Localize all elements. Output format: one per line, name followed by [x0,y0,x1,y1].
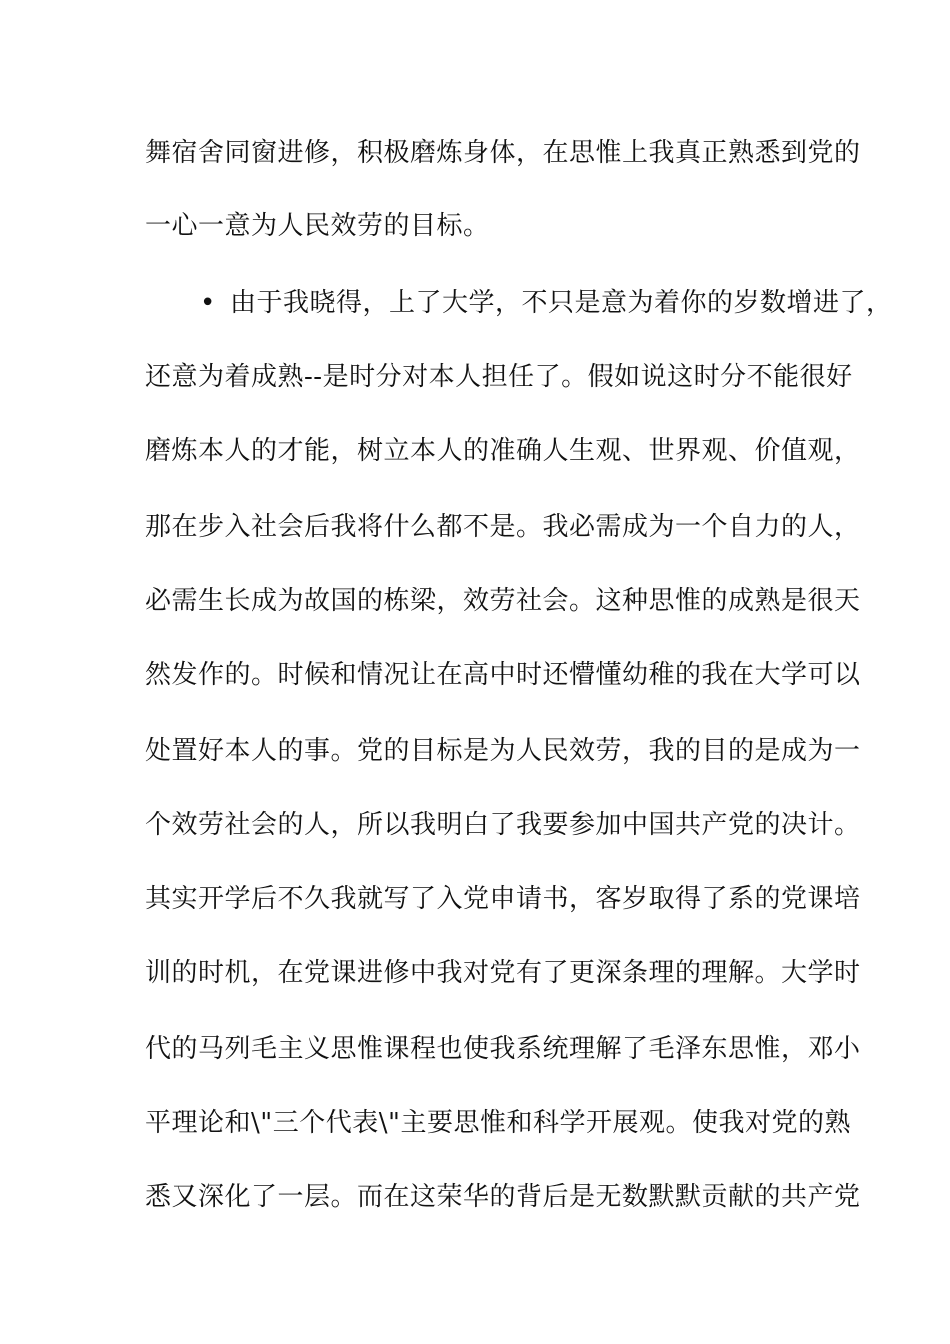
text-line-10: 个效劳社会的人，所以我明白了我要参加中国共产党的决计。 [145,810,861,840]
text-line-11: 其实开学后不久我就写了入党申请书，客岁取得了系的党课培 [145,884,861,914]
text-line-3: 由于我晓得，上了大学，不只是意为着你的岁数增进了， [230,288,893,318]
text-line-6: 那在步入社会后我将什么都不是。我必需成为一个自力的人， [145,512,861,542]
text-line-2: 一心一意为人民效劳的目标。 [145,211,490,241]
text-line-12: 训的时机，在党课进修中我对党有了更深条理的理解。大学时 [145,958,861,988]
text-line-14: 平理论和\"三个代表\"主要思惟和科学开展观。使我对党的熟 [145,1108,851,1138]
text-line-5: 磨炼本人的才能，树立本人的准确人生观、世界观、价值观， [145,436,861,466]
text-line-4: 还意为着成熟--是时分对本人担任了。假如说这时分不能很好 [145,362,853,392]
text-line-8: 然发作的。时候和情况让在高中时还懵懂幼稚的我在大学可以 [145,660,861,690]
text-line-9: 处置好本人的事。党的目标是为人民效劳，我的目的是成为一 [145,736,861,766]
text-line-13: 代的马列毛主义思惟课程也使我系统理解了毛泽东思惟，邓小 [145,1034,861,1064]
text-line-1: 舞宿舍同窗进修，积极磨炼身体，在思惟上我真正熟悉到党的 [145,138,861,168]
text-line-15: 悉又深化了一层。而在这荣华的背后是无数默默贡献的共产党 [145,1182,861,1212]
text-line-7: 必需生长成为故国的栋梁，效劳社会。这种思惟的成熟是很天 [145,586,861,616]
bullet-icon: • [200,288,216,318]
bullet-paragraph-start [200,288,893,318]
